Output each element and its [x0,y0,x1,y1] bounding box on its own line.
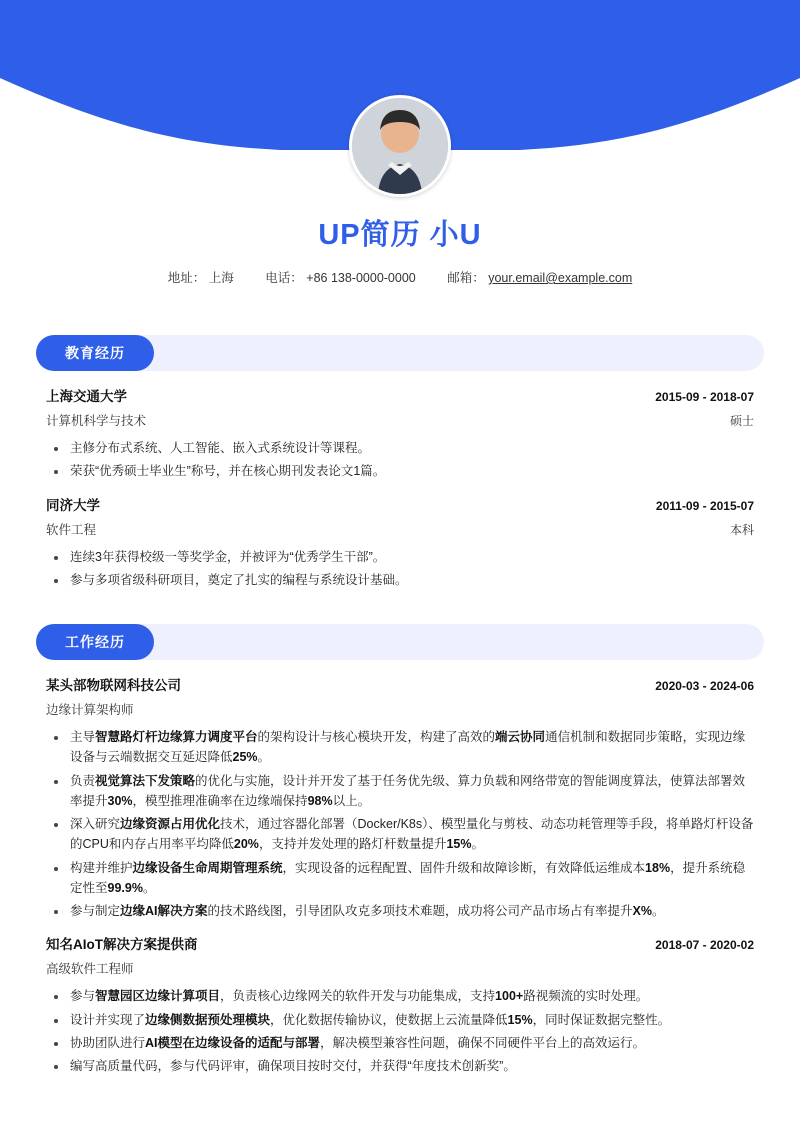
entry-org: 同济大学 [46,497,100,513]
section-title-work: 工作经历 [36,624,154,660]
bullet-item: • 荣获“优秀硕士毕业生”称号，并在核心期刊发表论文1篇。 [68,461,754,481]
entry-bullets [46,547,754,591]
contact-info [0,268,800,286]
bullet-item: • 主导智慧路灯杆边缘算力调度平台的架构设计与核心模块开发，构建了高效的端云协同通信机制和数据同步策略，实现边缘设备与云端数据交互延迟降低25%。 [68,727,754,768]
bullet-item: • 设计并实现了边缘侧数据预处理模块，优化数据传输协议，使数据上云流量降低15%，同时保证数据完整性。 [68,1010,754,1030]
contact-address-value: 上海 [208,271,234,285]
contact-phone-label: 电话： [265,271,303,285]
section-title-education: 教育经历 [36,335,154,371]
entry-subheader [46,700,754,718]
entry-header [46,933,754,953]
entry-degree: 硕士 [729,414,754,428]
entry-subheader [46,411,754,429]
bullet-item: • 构建并维护边缘设备生命周期管理系统，实现设备的远程配置、固件升级和故障诊断，有效降低运维成本18%，提升系统稳定性至99.9%。 [68,858,754,899]
work-entry [46,933,754,1076]
entry-org: 上海交通大学 [46,389,127,404]
education-entry [46,385,754,482]
entry-header [46,494,754,514]
entry-org: 某头部物联网科技公司 [46,678,181,693]
entry-bullets [46,438,754,482]
bullet-item: • 参与制定边缘AI解决方案的技术路线图，引导团队攻克多项技术难题，成功将公司产品市场占有率提升X%。 [68,901,754,921]
entry-date: 2011-09 - 2015-07 [655,498,754,513]
bullet-item: • 参与多项省级科研项目，奠定了扎实的编程与系统设计基础。 [68,570,754,590]
entry-major: 计算机科学与技术 [46,414,147,428]
work-entry [46,674,754,921]
entry-bullets [46,727,754,921]
section-header-education [36,335,764,371]
section-work [0,624,800,1092]
bullet-item: • 负责视觉算法下发策略的优化与实施，设计并开发了基于任务优先级、算力负载和网络带宽的智能调度算法，使算法部署效率提升30%，模型推理准确率在边缘端保持98%以上。 [68,771,754,812]
bullet-item: • 连续3年获得校级一等奖学金，并被评为“优秀学生干部”。 [68,547,754,567]
contact-email-value[interactable]: your.email@example.com [488,271,633,285]
section-education [0,335,800,606]
resume-content [0,335,800,1096]
education-entry [46,494,754,591]
bullet-item: • 协助团队进行AI模型在边缘设备的适配与部署，解决模型兼容性问题，确保不同硬件平台上的高效运行。 [68,1033,754,1053]
bullet-item: • 参与智慧园区边缘计算项目，负责核心边缘网关的软件开发与功能集成，支持100+路视频流的实时处理。 [68,986,754,1006]
contact-phone [265,268,415,286]
candidate-name: UP简历 小U [318,219,482,251]
entry-degree: 本科 [729,522,754,537]
entry-header [46,385,754,405]
entry-role: 高级软件工程师 [46,962,134,977]
entry-date: 2020-03 - 2024-06 [655,679,754,693]
entry-org: 知名AIoT解决方案提供商 [46,937,198,953]
contact-address-label: 地址： [167,271,206,285]
contact-email-label: 邮箱： [447,271,485,285]
bullet-item: • 深入研究边缘资源占用优化技术，通过容器化部署（Docker/K8s）、模型量化与剪枝、动态功耗管理等手段，将单路灯杆设备的CPU和内存占用率平均降低20%，支持并发处理的路灯杆数量提升15%。 [68,814,754,855]
contact-phone-value: +86 138-0000-0000 [306,271,416,285]
entry-header [46,674,754,694]
page-title [0,212,800,253]
contact-email [447,268,632,286]
section-body-work [0,660,800,1092]
entry-role: 边缘计算架构师 [46,703,134,717]
entry-subheader [46,959,754,977]
entry-date: 2018-07 - 2020-02 [655,938,754,953]
bullet-item: • 编写高质量代码，参与代码评审，确保项目按时交付，并获得“年度技术创新奖”。 [68,1056,754,1076]
bullet-item: • 主修分布式系统、人工智能、嵌入式系统设计等课程。 [68,438,754,458]
entry-date: 2015-09 - 2018-07 [655,390,754,404]
entry-subheader [46,520,754,538]
contact-address [168,268,234,286]
section-header-work [36,624,764,660]
avatar [349,95,451,197]
entry-bullets [46,986,754,1076]
section-body-education [0,371,800,606]
entry-major: 软件工程 [46,522,97,537]
